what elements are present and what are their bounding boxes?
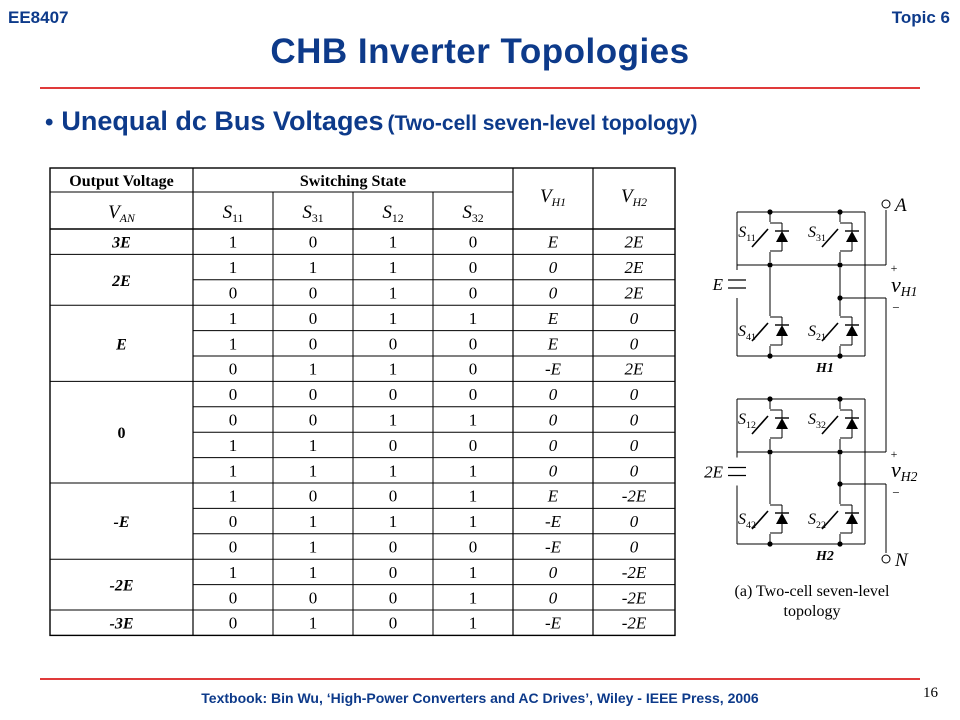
- terminal-n-icon: [882, 555, 890, 563]
- cell-value: 0: [468, 334, 478, 354]
- cell-value: 1: [468, 588, 478, 608]
- vh2-label: vH2: [891, 457, 918, 484]
- cell-value: 0: [629, 461, 639, 481]
- cell-value: 0: [308, 486, 318, 506]
- page-number: 16: [923, 685, 938, 701]
- cell-value: 0: [308, 410, 318, 430]
- cell-value: -E: [544, 537, 562, 557]
- cell-value: 1: [468, 308, 478, 328]
- bullet-main-text: Unequal dc Bus Voltages: [61, 106, 384, 136]
- col-output-voltage-header: Output Voltage: [69, 173, 174, 190]
- node-dot: [837, 396, 842, 401]
- cell-value: 1: [308, 537, 318, 557]
- diode-icon: [776, 231, 788, 242]
- node-dot: [837, 541, 842, 546]
- cell-value: 0: [468, 258, 478, 278]
- cell-value: 1: [468, 512, 478, 532]
- cell-value: E: [547, 334, 559, 354]
- bottom-divider: [40, 678, 920, 680]
- cell-value: 0: [468, 435, 478, 455]
- cell-value: -2E: [621, 486, 647, 506]
- cell-value: E: [547, 232, 559, 252]
- cell-value: 1: [228, 258, 238, 278]
- cell-value: 0: [548, 562, 558, 582]
- cell-value: -2E: [621, 588, 647, 608]
- node-dot: [837, 353, 842, 358]
- cell-value: 1: [308, 258, 318, 278]
- group-label: -2E: [109, 577, 134, 595]
- plus-sign: +: [890, 447, 898, 461]
- cell-value: 0: [228, 359, 238, 379]
- cell-value: 0: [548, 461, 558, 481]
- cell-value: -2E: [621, 562, 647, 582]
- switch-col-header: $S_{32}$: [462, 202, 484, 225]
- cell-value: 0: [548, 588, 558, 608]
- cell-value: 1: [228, 308, 238, 328]
- cell-value: 0: [308, 232, 318, 252]
- cell-value: 0: [629, 512, 639, 532]
- cell-value: 0: [468, 385, 478, 405]
- cell-value: 1: [308, 359, 318, 379]
- cell-value: 0: [228, 588, 238, 608]
- cell-value: 0: [308, 588, 318, 608]
- topic-label: Topic 6: [891, 8, 950, 27]
- cell-value: 1: [308, 562, 318, 582]
- cell-value: 2E: [624, 258, 644, 278]
- cell-value: 1: [228, 461, 238, 481]
- node-dot: [767, 541, 772, 546]
- cell-value: 0: [629, 435, 639, 455]
- cell-value: -E: [544, 613, 562, 633]
- cell-value: 1: [308, 461, 318, 481]
- cell-value: 1: [308, 435, 318, 455]
- vh1-label: vH1: [891, 272, 918, 299]
- terminal-n-label: N: [895, 550, 908, 571]
- diode-icon: [846, 325, 858, 336]
- terminal-a-label: A: [895, 195, 907, 216]
- cell-value: 0: [388, 588, 398, 608]
- cell-value: 1: [388, 283, 398, 303]
- cell-value: 2E: [624, 232, 644, 252]
- bullet-dot-icon: •: [45, 109, 54, 136]
- cell-value: 1: [388, 258, 398, 278]
- switch-label: $S_{42}$: [738, 511, 756, 531]
- source-label: 2E: [704, 462, 723, 482]
- cell-value: 0: [388, 385, 398, 405]
- cell-value: 0: [308, 283, 318, 303]
- node-dot: [837, 209, 842, 214]
- cell-value: E: [547, 308, 559, 328]
- cell-value: 0: [228, 613, 238, 633]
- switch-label: $S_{31}$: [808, 224, 826, 244]
- cell-value: -2E: [621, 613, 647, 633]
- cell-value: 1: [388, 308, 398, 328]
- cell-value: 0: [468, 283, 478, 303]
- group-label: 0: [117, 425, 126, 443]
- cell-value: 1: [308, 512, 318, 532]
- cell-value: 0: [308, 308, 318, 328]
- cell-value: 0: [228, 410, 238, 430]
- cell-value: 1: [468, 613, 478, 633]
- cell-value: 0: [548, 435, 558, 455]
- cell-value: 1: [228, 562, 238, 582]
- vh-col-header: $V_{H1}$: [540, 186, 566, 209]
- cell-value: 0: [548, 258, 558, 278]
- cell-value: 2E: [624, 283, 644, 303]
- group-label: 2E: [112, 272, 131, 290]
- cell-name: H2: [816, 549, 834, 564]
- minus-sign: −: [892, 485, 900, 500]
- source-label: E: [712, 275, 723, 294]
- cell-value: 1: [228, 334, 238, 354]
- cell-value: 0: [228, 512, 238, 532]
- group-label: 3E: [112, 234, 131, 252]
- cell-value: 0: [468, 232, 478, 252]
- caption-line-2: topology: [783, 603, 841, 620]
- cell-value: 1: [308, 613, 318, 633]
- col-switching-state-header: Switching State: [299, 173, 407, 190]
- terminal-a-icon: [882, 200, 890, 208]
- source-gap: [734, 458, 740, 486]
- switch-col-header: $S_{31}$: [302, 202, 324, 225]
- cell-value: 0: [629, 537, 639, 557]
- cell-value: 1: [468, 486, 478, 506]
- cell-value: 1: [388, 410, 398, 430]
- minus-sign: −: [892, 300, 900, 315]
- cell-value: 1: [228, 486, 238, 506]
- cell-value: 1: [468, 461, 478, 481]
- group-label: E: [116, 336, 127, 354]
- node-dot: [767, 209, 772, 214]
- cell-value: 0: [468, 359, 478, 379]
- switch-col-header: $S_{12}$: [382, 202, 404, 225]
- cell-value: 0: [548, 410, 558, 430]
- cell-value: E: [547, 486, 559, 506]
- switch-label: $S_{41}$: [738, 323, 756, 343]
- cell-value: 0: [629, 334, 639, 354]
- switch-label: $S_{22}$: [808, 511, 826, 531]
- diode-icon: [846, 513, 858, 524]
- cell-value: 0: [228, 385, 238, 405]
- cell-value: 0: [548, 385, 558, 405]
- cell-value: 0: [548, 283, 558, 303]
- cell-value: 0: [388, 334, 398, 354]
- diode-icon: [776, 325, 788, 336]
- node-dot: [767, 396, 772, 401]
- cell-value: -E: [544, 359, 562, 379]
- diode-icon: [846, 418, 858, 429]
- cell-value: 0: [228, 283, 238, 303]
- node-dot: [837, 481, 842, 486]
- switch-col-header: $S_{11}$: [222, 202, 244, 225]
- plus-sign: +: [890, 261, 898, 275]
- diode-icon: [846, 231, 858, 242]
- cell-name: H1: [816, 361, 834, 376]
- footer-citation: Textbook: Bin Wu, ‘High-Power Converters and AC Drives’, Wiley - IEEE Press, 2006: [201, 690, 759, 706]
- switch-label: $S_{11}$: [738, 224, 756, 244]
- diode-icon: [776, 418, 788, 429]
- cell-value: 1: [228, 435, 238, 455]
- course-code: EE8407: [8, 8, 69, 27]
- bullet-paren-text: (Two-cell seven-level topology): [387, 112, 698, 135]
- source-gap: [734, 270, 740, 298]
- caption-line-1: (a) Two-cell seven-level: [734, 583, 890, 600]
- cell-value: 1: [388, 461, 398, 481]
- cell-value: -E: [544, 512, 562, 532]
- cell-value: 0: [388, 562, 398, 582]
- node-dot: [837, 295, 842, 300]
- switch-label: $S_{12}$: [738, 411, 756, 431]
- cell-value: 0: [629, 410, 639, 430]
- cell-value: 1: [468, 410, 478, 430]
- diode-icon: [776, 513, 788, 524]
- slide-title: CHB Inverter Topologies: [270, 32, 690, 71]
- switch-label: $S_{21}$: [808, 323, 826, 343]
- cell-value: 0: [468, 537, 478, 557]
- cell-value: 0: [308, 334, 318, 354]
- cell-value: 1: [388, 232, 398, 252]
- switch-label: $S_{32}$: [808, 411, 826, 431]
- vh-col-header: $V_{H2}$: [621, 186, 647, 209]
- cell-value: 0: [629, 385, 639, 405]
- cell-value: 1: [388, 359, 398, 379]
- cell-value: 0: [388, 486, 398, 506]
- cell-value: 0: [629, 308, 639, 328]
- col-van-header: $V_{AN}$: [108, 202, 135, 225]
- cell-value: 0: [308, 385, 318, 405]
- cell-value: 0: [388, 537, 398, 557]
- cell-value: 1: [468, 562, 478, 582]
- group-label: -3E: [109, 615, 134, 633]
- cell-value: 2E: [624, 359, 644, 379]
- cell-value: 0: [388, 613, 398, 633]
- group-label: -E: [113, 514, 130, 532]
- cell-value: 1: [228, 232, 238, 252]
- cell-value: 0: [388, 435, 398, 455]
- cell-value: 0: [228, 537, 238, 557]
- cell-value: 1: [388, 512, 398, 532]
- node-dot: [767, 353, 772, 358]
